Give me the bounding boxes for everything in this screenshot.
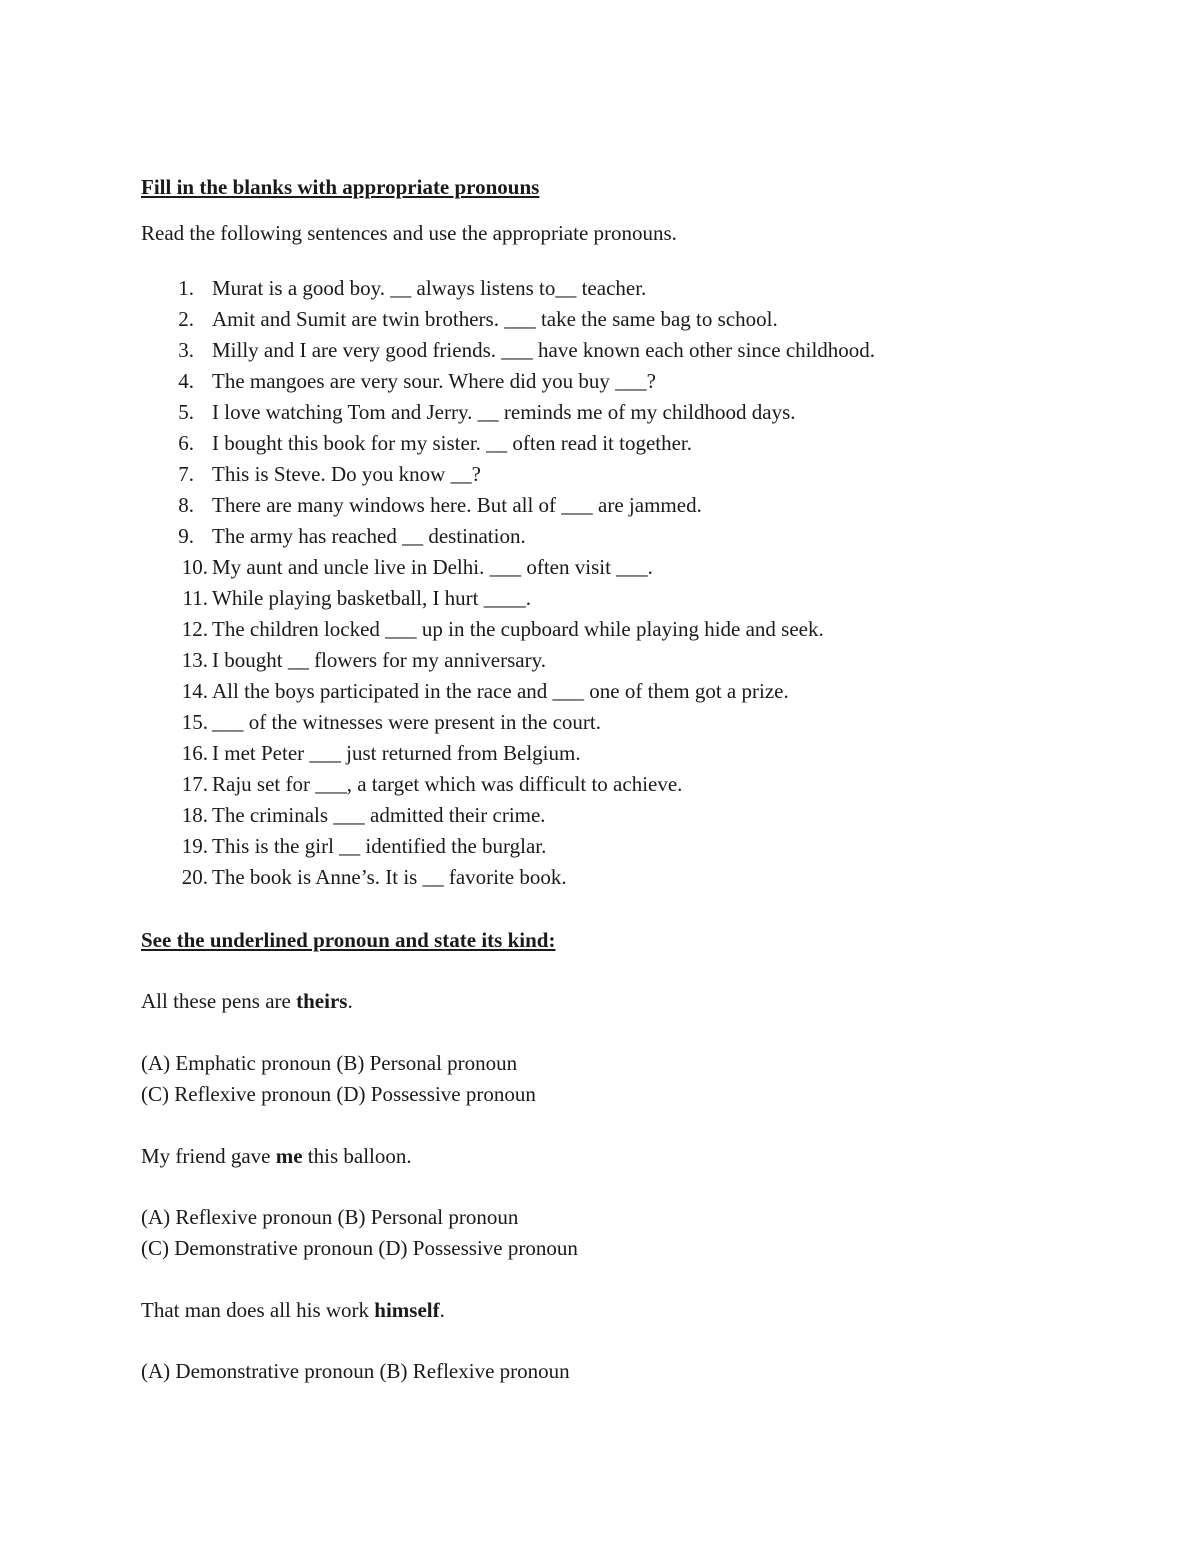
list-item-number: 3. [178, 338, 194, 362]
list-item-text: I met Peter ___ just returned from Belgium. [212, 741, 581, 765]
section2-heading: See the underlined pronoun and state its kind: [141, 928, 556, 952]
question-text-after: . [347, 989, 353, 1013]
question-text-before: My friend gave [141, 1144, 276, 1168]
list-item-text: Murat is a good boy. __ always listens to__ teacher. [212, 276, 647, 300]
list-item-text: I bought __ flowers for my anniversary. [212, 648, 546, 672]
question-3-options-line-1: (A) Demonstrative pronoun (B) Reflexive pronoun [141, 1359, 570, 1383]
list-item-number: 8. [178, 493, 194, 517]
list-item-text: The criminals ___ admitted their crime. [212, 803, 546, 827]
list-item-text: I bought this book for my sister. __ often read it together. [212, 431, 693, 455]
list-item-number: 12. [181, 617, 208, 641]
list-item-number: 13. [181, 648, 208, 672]
question-1-options-line-2: (C) Reflexive pronoun (D) Possessive pronoun [141, 1082, 536, 1106]
list-item-number: 17. [181, 772, 208, 796]
list-item-text: The children locked ___ up in the cupboard while playing hide and seek. [212, 617, 824, 641]
list-item-number: 16. [181, 741, 208, 765]
list-item-text: My aunt and uncle live in Delhi. ___ often visit ___. [212, 555, 653, 579]
list-item-number: 11. [182, 586, 208, 610]
list-item-text: This is the girl __ identified the burglar. [212, 834, 547, 858]
list-item-text: Milly and I are very good friends. ___ have known each other since childhood. [212, 338, 876, 362]
list-item-number: 18. [181, 803, 208, 827]
list-item-number: 1. [178, 276, 194, 300]
list-item-text: The army has reached __ destination. [212, 524, 526, 548]
target-pronoun: theirs [296, 989, 348, 1013]
question-text-before: That man does all his work [141, 1298, 375, 1322]
list-item-number: 14. [181, 679, 208, 703]
list-item-number: 10. [181, 555, 208, 579]
question-1 [141, 989, 353, 1013]
question-2-options-line-1: (A) Reflexive pronoun (B) Personal pronoun [141, 1205, 519, 1229]
section1-heading: Fill in the blanks with appropriate pronouns [141, 175, 540, 199]
list-item-number: 4. [178, 369, 194, 393]
list-item-number: 5. [178, 400, 194, 424]
question-3 [141, 1298, 445, 1322]
list-item-text: Amit and Sumit are twin brothers. ___ take the same bag to school. [212, 307, 778, 331]
list-item-number: 15. [181, 710, 208, 734]
list-item-number: 6. [178, 431, 194, 455]
target-pronoun: me [275, 1144, 303, 1168]
list-item-number: 7. [178, 462, 194, 486]
question-text-before: All these pens are [141, 989, 297, 1013]
list-item-number: 2. [178, 307, 194, 331]
list-item-text: I love watching Tom and Jerry. __ reminds me of my childhood days. [212, 400, 796, 424]
question-text-after: this balloon. [302, 1144, 412, 1168]
list-item-text: This is Steve. Do you know __? [212, 462, 481, 486]
section1-instruction: Read the following sentences and use the appropriate pronouns. [141, 221, 677, 245]
question-1-options-line-1: (A) Emphatic pronoun (B) Personal pronoun [141, 1051, 518, 1075]
list-item-text: Raju set for ___, a target which was difficult to achieve. [212, 772, 683, 796]
target-pronoun: himself [374, 1298, 440, 1322]
question-2-options-line-2: (C) Demonstrative pronoun (D) Possessive pronoun [141, 1236, 578, 1260]
list-item-number: 20. [181, 865, 208, 889]
list-item-text: The mangoes are very sour. Where did you buy ___? [212, 369, 656, 393]
list-item-number: 9. [178, 524, 194, 548]
list-item-text: ___ of the witnesses were present in the court. [212, 710, 601, 734]
list-item-text: While playing basketball, I hurt ____. [212, 586, 532, 610]
list-item-text: The book is Anne’s. It is __ favorite book. [212, 865, 567, 889]
list-item-text: There are many windows here. But all of ___ are jammed. [212, 493, 702, 517]
list-item-number: 19. [181, 834, 208, 858]
list-item-text: All the boys participated in the race and ___ one of them got a prize. [212, 679, 789, 703]
question-2 [141, 1144, 412, 1168]
question-text-after: . [439, 1298, 445, 1322]
